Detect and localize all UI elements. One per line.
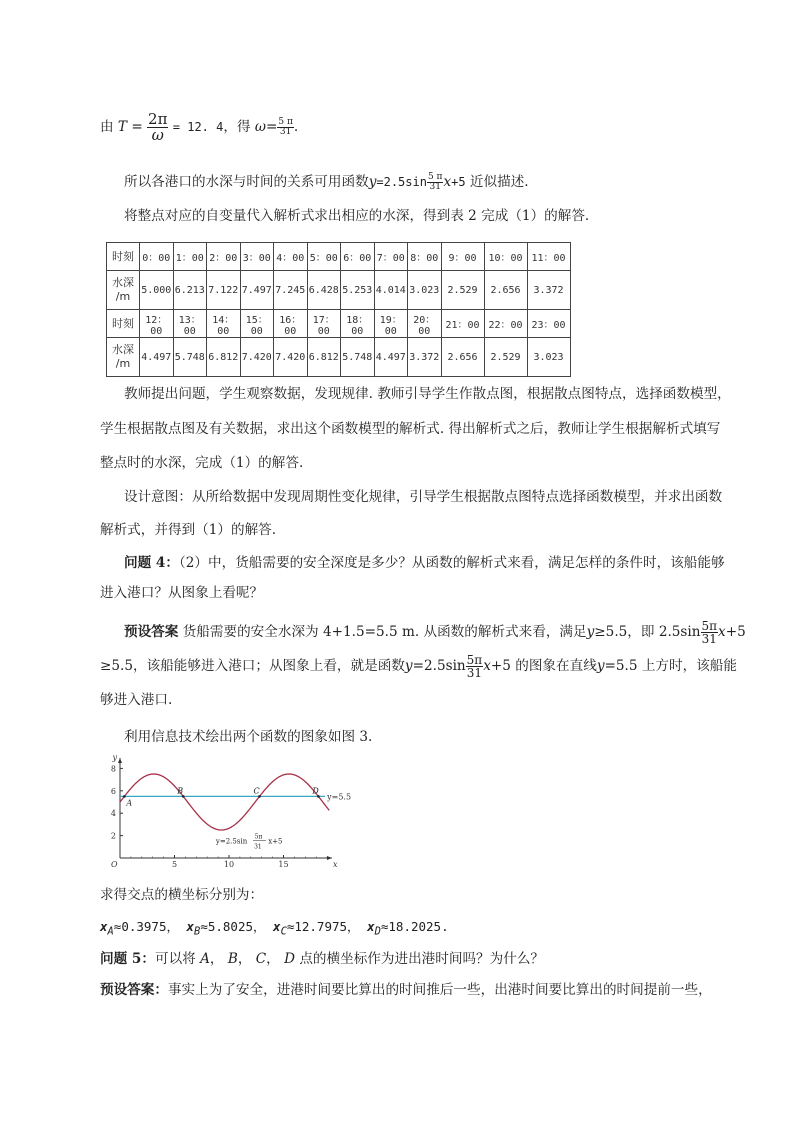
table-cell-depth: 3.023 xyxy=(527,338,570,377)
fraction-5pi-31 xyxy=(701,620,719,645)
design-intent-line-1: 设计意图：从所给数据中发现周期性变化规律，引导学生根据散点图特点选择函数模型，并求出函数 xyxy=(124,489,723,505)
table-cell-depth: 7.497 xyxy=(240,271,274,310)
table-cell-time: 17：00 xyxy=(307,310,341,338)
denominator: 31 xyxy=(429,182,441,192)
table-cell-time: 1：00 xyxy=(173,243,207,271)
table-cell-time: 2：00 xyxy=(207,243,241,271)
denominator: 31 xyxy=(279,127,292,137)
var-y: y xyxy=(586,624,595,640)
text: +5 xyxy=(451,175,466,189)
y-tick-label: 8 xyxy=(110,764,116,774)
text: 所以各港口的水深与时间的关系可用函数 xyxy=(124,174,369,190)
table-cell-time: 13：00 xyxy=(173,310,207,338)
answer-4-line-1 xyxy=(124,618,746,646)
text: ， xyxy=(237,951,252,967)
question-4-line-1 xyxy=(124,553,725,573)
table-cell-time: 11：00 xyxy=(527,243,570,271)
denominator: 31 xyxy=(701,632,717,646)
text: ≥5.5，该船能够进入港口；从图象上看，就是函数 xyxy=(100,658,405,674)
table-cell-time: 7：00 xyxy=(374,243,408,271)
line-label: y=5.5 xyxy=(327,792,352,802)
numerator: 5π xyxy=(701,619,718,633)
x-axis-arrow xyxy=(327,856,332,860)
y-tick-label: 6 xyxy=(110,786,116,796)
depth-unit: /m xyxy=(115,357,131,370)
tide-depth-table xyxy=(106,242,571,377)
row-header-time: 时刻 xyxy=(107,310,140,338)
teacher-paragraph-line-1: 教师提出问题，学生观察数据，发现规律. 教师引导学生作散点图，根据散点图特点，选择函数模型， xyxy=(124,386,731,402)
table-cell-depth: 2.529 xyxy=(441,271,484,310)
table-cell-depth: 5.253 xyxy=(341,271,375,310)
row-header-time: 时刻 xyxy=(107,243,140,271)
fraction-2pi-omega xyxy=(147,112,168,143)
table-cell-time: 22：00 xyxy=(484,310,527,338)
table-cell-time: 18：00 xyxy=(341,310,375,338)
value-xB: ≈5.8025， xyxy=(200,919,266,934)
subscript: C xyxy=(280,925,287,938)
function-graph-figure xyxy=(102,753,352,869)
text: = xyxy=(131,119,143,135)
text: 事实上为了安全，进港时间要比算出的时间推后一些，出港时间要比算出的时间提前一些， xyxy=(167,982,712,998)
var-y: y xyxy=(404,658,413,674)
table-cell-depth: 3.023 xyxy=(408,271,442,310)
value-xA: ≈0.3975， xyxy=(113,919,179,934)
text: = xyxy=(265,119,278,135)
graph-labels xyxy=(111,753,351,869)
table-cell-time: 19：00 xyxy=(374,310,408,338)
table-cell-depth: 3.372 xyxy=(408,338,442,377)
fraction-5pi-31 xyxy=(466,654,484,679)
y-tick-label: 2 xyxy=(110,831,116,841)
intersection-point xyxy=(258,795,261,798)
question-5-label: 问题 5： xyxy=(100,951,155,967)
table-cell-depth: 6.812 xyxy=(207,338,241,377)
answer-label: 预设答案 xyxy=(124,624,179,640)
var-y: y xyxy=(368,174,377,190)
table-cell-depth: 5.748 xyxy=(173,338,207,377)
figure-intro-paragraph: 利用信息技术绘出两个函数的图象如图 3. xyxy=(124,729,373,745)
design-intent-line-2: 解析式，并得到（1）的解答. xyxy=(100,522,277,538)
table-cell-time: 12：00 xyxy=(140,310,174,338)
row-header-depth xyxy=(107,338,140,377)
y-axis-label: y xyxy=(112,753,117,762)
table-cell-depth: 4.497 xyxy=(140,338,174,377)
depth-label: 水深 xyxy=(112,276,134,289)
var-x: x xyxy=(186,919,195,934)
y-tick-label: 4 xyxy=(110,809,116,819)
table-cell-time: 6：00 xyxy=(341,243,375,271)
numerator: 2π xyxy=(148,110,168,128)
table-cell-time: 21：00 xyxy=(441,310,484,338)
row-header-depth xyxy=(107,271,140,310)
answer-5-line xyxy=(100,980,712,1000)
table-cell-time: 15：00 xyxy=(240,310,274,338)
table-cell-time: 10：00 xyxy=(484,243,527,271)
table-cell-time: 16：00 xyxy=(274,310,308,338)
table-cell-depth: 2.656 xyxy=(484,271,527,310)
fraction-5pi-31 xyxy=(277,118,294,137)
text: =2.5sin xyxy=(376,175,427,189)
text: ， xyxy=(266,951,280,967)
table-cell-depth: 2.656 xyxy=(441,338,484,377)
origin-label: O xyxy=(111,860,118,869)
var-omega: ω xyxy=(254,119,266,135)
depth-label: 水深 xyxy=(112,343,134,356)
var-x: x xyxy=(443,174,452,190)
table-cell-depth: 6.428 xyxy=(307,271,341,310)
table-cell-depth: 6.812 xyxy=(307,338,341,377)
table-cell-depth: 4.014 xyxy=(374,271,408,310)
var-x: x xyxy=(718,624,726,640)
text: 点的横坐标作为进出港时间吗？为什么？ xyxy=(299,951,545,967)
table-row-depth xyxy=(107,271,571,310)
subscript: A xyxy=(107,925,114,938)
var-T: T xyxy=(117,119,127,135)
table-cell-depth: 7.122 xyxy=(207,271,241,310)
y-axis-arrow xyxy=(118,758,122,763)
question-4-label: 问题 4： xyxy=(124,555,179,571)
point-A: A xyxy=(200,951,210,967)
table-cell-time: 8：00 xyxy=(408,243,442,271)
table-cell-depth: 4.497 xyxy=(374,338,408,377)
table-intro-paragraph: 将整点对应的自变量代入解析式求出相应的水深，得到表 2 完成（1）的解答. xyxy=(124,208,590,224)
table-row-depth xyxy=(107,338,571,377)
value-xC: ≈12.7975， xyxy=(286,919,360,934)
teacher-paragraph-line-3: 整点时的水深，完成（1）的解答. xyxy=(100,455,304,471)
table-cell-time: 0：00 xyxy=(140,243,174,271)
table-cell-time: 23：00 xyxy=(527,310,570,338)
point-D: D xyxy=(284,951,295,967)
var-y: y xyxy=(596,658,605,674)
teacher-paragraph-line-2: 学生根据散点图及有关数据，求出这个函数模型的解析式. 得出解析式之后，教师让学生根据解析式填写 xyxy=(100,421,721,437)
text: 货船需要的安全水深为 4+1.5=5.5 m. 从函数的解析式来看，满足 xyxy=(182,624,587,640)
question-5-line xyxy=(100,949,544,969)
text: ，得 xyxy=(223,119,251,135)
text: . xyxy=(293,119,299,135)
text: +5 xyxy=(725,624,746,640)
question-4-line-2: 进入港口？从图象上看呢？ xyxy=(100,585,264,601)
subscript: D xyxy=(374,925,381,938)
numerator: 5 π xyxy=(427,172,443,182)
period-formula-line xyxy=(100,112,298,143)
table-cell-depth: 7.420 xyxy=(240,338,274,377)
answer-4-line-2 xyxy=(100,652,737,680)
relation-paragraph xyxy=(124,170,529,194)
table-cell-depth: 3.372 xyxy=(527,271,570,310)
numerator: 5 π xyxy=(278,117,293,127)
text: ≥5.5，即 2.5sin xyxy=(594,624,701,640)
var-x: x xyxy=(483,658,491,674)
table-cell-time: 14：00 xyxy=(207,310,241,338)
table-cell-time: 4：00 xyxy=(274,243,308,271)
table-cell-depth: 7.245 xyxy=(274,271,308,310)
point-B: B xyxy=(227,951,238,967)
table-row-time xyxy=(107,310,571,338)
text: =2.5sin xyxy=(412,658,466,674)
numerator: 5π xyxy=(466,653,483,667)
fraction-5pi-31 xyxy=(427,173,444,192)
text: =5.5 上方时，该船能 xyxy=(604,658,737,674)
table-cell-time: 3：00 xyxy=(240,243,274,271)
text: ， xyxy=(209,951,224,967)
intersections-values xyxy=(100,917,449,942)
table-cell-time: 9：00 xyxy=(441,243,484,271)
x-tick-label: 15 xyxy=(278,860,289,869)
point-label-c: C xyxy=(253,786,260,796)
intersection-point xyxy=(317,795,320,798)
point-label-d: D xyxy=(312,786,319,796)
text: 由 xyxy=(100,119,114,135)
curve-label-tail: x+5 xyxy=(268,837,283,846)
text: = 12. 4 xyxy=(172,120,224,134)
var-x: x xyxy=(273,919,281,934)
table-row-time xyxy=(107,243,571,271)
text: 可以将 xyxy=(154,951,196,967)
text: +5 的图象在直线 xyxy=(490,658,597,674)
point-C: C xyxy=(255,951,267,967)
table-cell-depth: 5.748 xyxy=(341,338,375,377)
text: 近似描述. xyxy=(469,174,529,190)
subscript: B xyxy=(194,925,201,938)
denominator: ω xyxy=(151,126,164,144)
sine-curve xyxy=(120,774,329,830)
intersection-point xyxy=(182,795,185,798)
table-cell-time: 5：00 xyxy=(307,243,341,271)
var-x: x xyxy=(367,919,375,934)
value-xD: ≈18.2025. xyxy=(380,919,449,934)
table-cell-depth: 2.529 xyxy=(484,338,527,377)
depth-unit: /m xyxy=(115,290,131,303)
answer-4-line-3: 够进入港口. xyxy=(100,692,173,708)
curve-label: y=2.5sin xyxy=(215,837,248,846)
table-cell-time: 20：00 xyxy=(408,310,442,338)
point-label-b: B xyxy=(177,786,184,796)
x-tick-label: 5 xyxy=(171,860,178,869)
curve-label-den: 31 xyxy=(254,843,262,851)
table-cell-depth: 5.000 xyxy=(140,271,174,310)
table-cell-depth: 7.420 xyxy=(274,338,308,377)
x-tick-label: 10 xyxy=(223,860,235,869)
intersection-point xyxy=(123,795,126,798)
curve-label-num: 5π xyxy=(254,833,263,841)
point-label-a: A xyxy=(126,798,133,808)
text: （2）中，货船需要的安全深度是多少？从函数的解析式来看，满足怎样的条件时，该船能够 xyxy=(178,555,725,571)
x-axis-label: x xyxy=(333,860,338,869)
table-cell-depth: 6.213 xyxy=(173,271,207,310)
intersections-intro: 求得交点的横坐标分别为： xyxy=(100,887,264,903)
answer-label: 预设答案： xyxy=(100,982,168,998)
var-x: x xyxy=(100,919,108,934)
denominator: 31 xyxy=(466,666,483,680)
